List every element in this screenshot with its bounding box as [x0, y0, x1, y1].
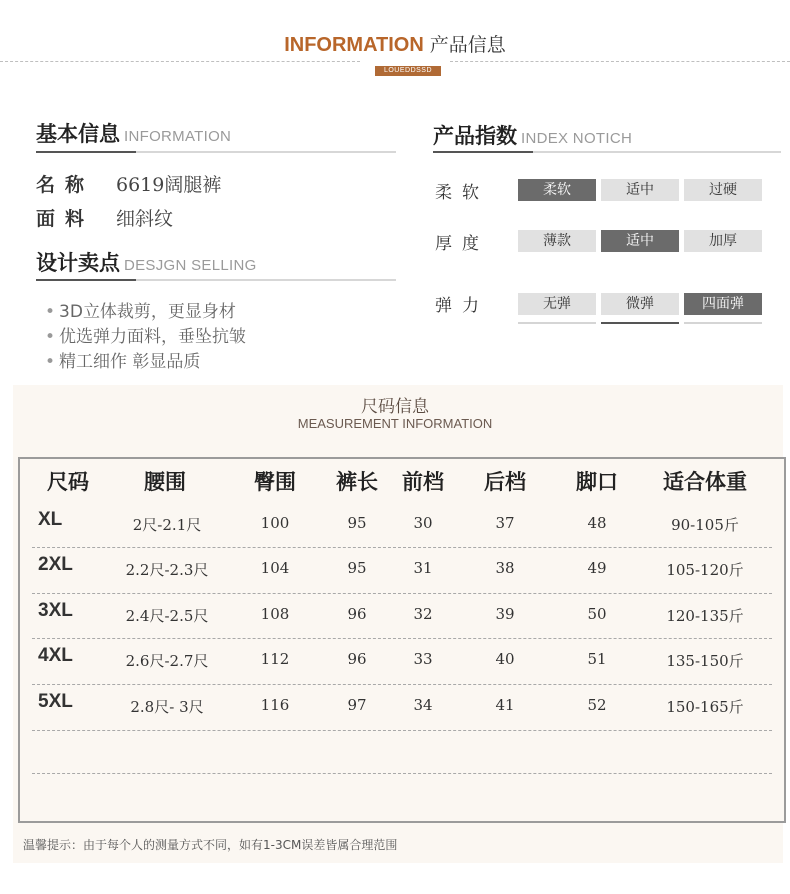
list-item: [45, 300, 246, 325]
softness-option-medium: 适中: [601, 179, 679, 201]
info-value: 细斜纹: [116, 208, 174, 230]
info-row-fabric: [36, 204, 173, 231]
page-header: [0, 0, 790, 90]
page-title-cn: 产品信息: [429, 34, 506, 56]
cell-length: 95: [347, 559, 367, 577]
cell-hip: 108: [260, 605, 290, 623]
header-divider-left: [0, 61, 360, 62]
thickness-option-thick: 加厚: [684, 230, 762, 252]
index-title-cn: 产品指数: [433, 124, 517, 148]
elasticity-underline: [601, 322, 679, 324]
col-header-hip: 臀围: [254, 470, 296, 494]
cell-hip: 116: [260, 696, 290, 714]
cell-leg-opening: 49: [587, 559, 607, 577]
elasticity-option-four-way: 四面弹: [684, 293, 762, 315]
bullet-dot-icon: •: [45, 327, 56, 347]
index-label-thickness: 厚度: [435, 234, 489, 254]
cell-weight: 105-120斤: [666, 561, 744, 579]
bullet-text: 优选弹力面料，垂坠抗皱: [59, 327, 247, 347]
row-divider: [32, 684, 772, 685]
info-row-name: [36, 170, 221, 197]
basic-info-rule-accent: [36, 151, 136, 153]
design-heading: [36, 247, 257, 277]
cell-back-rise: 41: [495, 696, 515, 714]
design-title-cn: 设计卖点: [36, 251, 120, 275]
index-label-softness: 柔软: [435, 183, 489, 203]
thickness-option-medium: 适中: [601, 230, 679, 252]
index-heading: [433, 120, 632, 150]
elasticity-underline: [684, 322, 762, 324]
cell-front-rise: 31: [413, 559, 433, 577]
basic-info-title-cn: 基本信息: [36, 122, 120, 146]
design-title-en: DESJGN SELLING: [124, 257, 257, 274]
cell-leg-opening: 52: [587, 696, 607, 714]
cell-front-rise: 30: [413, 514, 433, 532]
row-divider: [32, 638, 772, 639]
page-title-en: INFORMATION: [284, 34, 424, 56]
cell-back-rise: 40: [495, 650, 515, 668]
cell-length: 97: [347, 696, 367, 714]
design-rule: [36, 279, 396, 281]
basic-info-rule: [36, 151, 396, 153]
elasticity-option-slight: 微弹: [601, 293, 679, 315]
cell-waist: 2.2尺-2.3尺: [125, 561, 209, 579]
col-header-waist: 腰围: [144, 470, 186, 494]
row-divider: [32, 593, 772, 594]
cell-waist: 2.4尺-2.5尺: [125, 607, 209, 625]
cell-size: XL: [38, 509, 63, 530]
col-header-leg-opening: 脚口: [576, 470, 618, 494]
cell-weight: 150-165斤: [666, 698, 744, 716]
measurement-title-en: MEASUREMENT INFORMATION: [297, 416, 493, 431]
row-divider: [32, 773, 772, 774]
col-header-weight: 适合体重: [663, 470, 747, 494]
cell-front-rise: 33: [413, 650, 433, 668]
page-title: [0, 30, 790, 57]
cell-length: 95: [347, 514, 367, 532]
softness-option-soft: 柔软: [518, 179, 596, 201]
col-header-size: 尺码: [47, 470, 89, 494]
brand-badge: LOUEDDSSD: [375, 66, 441, 76]
measurement-tip: 温馨提示：由于每个人的测量方式不同，如有1-3CM误差皆属合理范围: [23, 838, 398, 852]
measurement-title-cn: 尺码信息: [361, 397, 429, 417]
cell-front-rise: 32: [413, 605, 433, 623]
info-label: 名称: [36, 174, 95, 196]
bullet-dot-icon: •: [45, 352, 56, 372]
design-rule-accent: [36, 279, 136, 281]
softness-option-hard: 过硬: [684, 179, 762, 201]
elasticity-option-none: 无弹: [518, 293, 596, 315]
cell-hip: 112: [260, 650, 290, 668]
cell-size: 4XL: [38, 645, 73, 666]
cell-size: 5XL: [38, 691, 73, 712]
bullet-text: 精工细作 彰显品质: [59, 352, 201, 372]
cell-length: 96: [347, 605, 367, 623]
cell-front-rise: 34: [413, 696, 433, 714]
cell-leg-opening: 50: [587, 605, 607, 623]
thickness-option-thin: 薄款: [518, 230, 596, 252]
cell-leg-opening: 48: [587, 514, 607, 532]
cell-length: 96: [347, 650, 367, 668]
cell-back-rise: 37: [495, 514, 515, 532]
design-bullets: [45, 300, 246, 375]
cell-size: 2XL: [38, 554, 73, 575]
col-header-length: 裤长: [336, 470, 378, 494]
index-title-en: INDEX NOTICH: [521, 130, 633, 147]
row-divider: [32, 730, 772, 731]
cell-hip: 100: [260, 514, 290, 532]
cell-weight: 135-150斤: [666, 652, 744, 670]
cell-waist: 2尺-2.1尺: [132, 516, 202, 534]
cell-back-rise: 38: [495, 559, 515, 577]
basic-info-title-en: INFORMATION: [124, 128, 232, 145]
basic-info-heading: [36, 118, 231, 148]
cell-waist: 2.8尺- 3尺: [130, 698, 204, 716]
index-rule: [433, 151, 781, 153]
size-table: [18, 457, 786, 823]
info-value: 6619阔腿裤: [116, 174, 222, 196]
cell-leg-opening: 51: [587, 650, 607, 668]
bullet-text: 3D立体裁剪，更显身材: [59, 302, 236, 322]
cell-hip: 104: [260, 559, 290, 577]
list-item: [45, 325, 246, 350]
cell-back-rise: 39: [495, 605, 515, 623]
cell-waist: 2.6尺-2.7尺: [125, 652, 209, 670]
cell-size: 3XL: [38, 600, 73, 621]
header-divider-right: [450, 61, 790, 62]
cell-weight: 90-105斤: [671, 516, 739, 534]
list-item: [45, 350, 246, 375]
elasticity-underline: [518, 322, 596, 324]
col-header-front-rise: 前档: [402, 470, 444, 494]
index-label-elasticity: 弹力: [435, 296, 489, 316]
row-divider: [32, 547, 772, 548]
info-label: 面料: [36, 208, 95, 230]
index-rule-accent: [433, 151, 533, 153]
bullet-dot-icon: •: [45, 302, 56, 322]
cell-weight: 120-135斤: [666, 607, 744, 625]
col-header-back-rise: 后档: [484, 470, 526, 494]
